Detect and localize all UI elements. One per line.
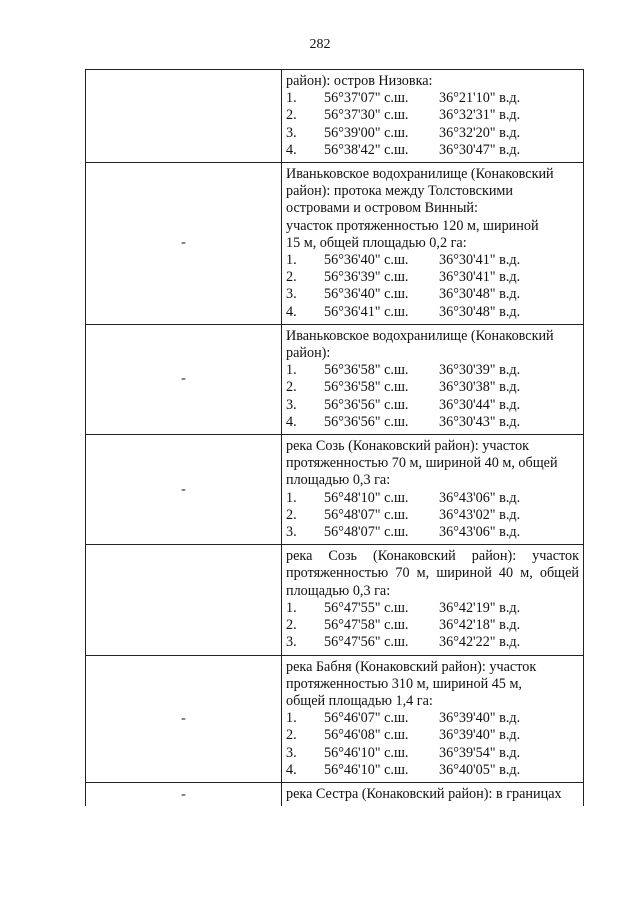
latitude: 56°36'56" с.ш. — [324, 413, 409, 430]
coordinate-line — [286, 142, 579, 159]
point-number: 2. — [286, 727, 297, 744]
longitude: 36°39'54" в.д. — [439, 744, 521, 761]
point-number: 1. — [286, 489, 297, 506]
point-number: 4. — [286, 141, 297, 158]
point-number: 2. — [286, 617, 297, 634]
longitude: 36°30'38" в.д. — [439, 379, 521, 396]
table-row — [86, 783, 583, 806]
row-content — [282, 163, 583, 324]
coordinate-line — [286, 507, 579, 524]
latitude: 56°36'58" с.ш. — [324, 362, 409, 379]
latitude: 56°46'08" с.ш. — [324, 727, 409, 744]
point-number: 1. — [286, 90, 297, 107]
longitude: 36°42'22" в.д. — [439, 634, 521, 651]
row-content — [282, 325, 583, 434]
latitude: 56°37'07" с.ш. — [324, 90, 409, 107]
area-description: река Бабня (Конаковский район): участок протяженностью 310 м, шириной 45 м, общей площадью 1,4 га: — [286, 658, 537, 709]
area-description: река Созь (Конаковский район): участок протяженностью 70 м, шириной 40 м, общей площадью 0,3 га: — [286, 548, 579, 599]
latitude: 56°36'40" с.ш. — [324, 286, 409, 303]
longitude: 36°30'43" в.д. — [439, 413, 521, 430]
row-marker: - — [86, 656, 282, 782]
point-number: 4. — [286, 413, 297, 430]
coordinate-line — [286, 727, 579, 744]
row-marker: - — [86, 163, 282, 324]
latitude: 56°38'42" с.ш. — [324, 141, 409, 158]
coordinate-line — [286, 286, 579, 303]
row-content — [282, 783, 583, 806]
coordinates-table — [85, 69, 584, 806]
coordinate-line — [286, 90, 579, 107]
coordinate-line — [286, 745, 579, 762]
point-number: 2. — [286, 506, 297, 523]
latitude: 56°48'07" с.ш. — [324, 524, 409, 541]
point-number: 3. — [286, 524, 297, 541]
longitude: 36°43'06" в.д. — [439, 489, 521, 506]
point-number: 3. — [286, 634, 297, 651]
point-number: 1. — [286, 252, 297, 269]
longitude: 36°43'02" в.д. — [439, 506, 521, 523]
coordinate-line — [286, 634, 579, 651]
coordinate-line — [286, 524, 579, 541]
coordinate-line — [286, 710, 579, 727]
latitude: 56°46'10" с.ш. — [324, 761, 409, 778]
longitude: 36°42'18" в.д. — [439, 617, 521, 634]
row-marker — [86, 545, 282, 654]
table-row — [86, 325, 583, 435]
page-number: 282 — [309, 37, 331, 52]
longitude: 36°30'48" в.д. — [439, 286, 521, 303]
coordinate-line — [286, 362, 579, 379]
coordinate-line — [286, 397, 579, 414]
latitude: 56°47'58" с.ш. — [324, 617, 409, 634]
table-row — [86, 435, 583, 545]
point-number: 4. — [286, 761, 297, 778]
coordinate-line — [286, 490, 579, 507]
longitude: 36°39'40" в.д. — [439, 727, 521, 744]
longitude: 36°30'41" в.д. — [439, 252, 521, 269]
row-marker: - — [86, 435, 282, 544]
point-number: 3. — [286, 286, 297, 303]
longitude: 36°42'19" в.д. — [439, 599, 521, 616]
latitude: 56°36'56" с.ш. — [324, 396, 409, 413]
coordinate-line — [286, 762, 579, 779]
coordinate-line — [286, 125, 579, 142]
coordinate-line — [286, 252, 579, 269]
point-number: 2. — [286, 107, 297, 124]
coordinate-line — [286, 269, 579, 286]
coordinate-line — [286, 107, 579, 124]
point-number: 3. — [286, 744, 297, 761]
row-marker: - — [86, 325, 282, 434]
latitude: 56°36'58" с.ш. — [324, 379, 409, 396]
coordinate-line — [286, 379, 579, 396]
row-content — [282, 545, 583, 654]
area-description: Иваньковское водохранилище (Конаковский район): — [286, 327, 554, 362]
coordinate-line — [286, 617, 579, 634]
longitude: 36°32'31" в.д. — [439, 107, 521, 124]
point-number: 2. — [286, 379, 297, 396]
area-description: река Сестра (Конаковский район): в границах — [286, 785, 562, 802]
row-content — [282, 656, 583, 782]
point-number: 1. — [286, 362, 297, 379]
latitude: 56°36'41" с.ш. — [324, 303, 409, 320]
latitude: 56°48'10" с.ш. — [324, 489, 409, 506]
coordinate-line — [286, 414, 579, 431]
row-content — [282, 70, 583, 162]
longitude: 36°30'39" в.д. — [439, 362, 521, 379]
latitude: 56°39'00" с.ш. — [324, 124, 409, 141]
longitude: 36°30'47" в.д. — [439, 141, 521, 158]
coordinate-line — [286, 600, 579, 617]
longitude: 36°43'06" в.д. — [439, 524, 521, 541]
longitude: 36°30'41" в.д. — [439, 269, 521, 286]
latitude: 56°47'56" с.ш. — [324, 634, 409, 651]
longitude: 36°40'05" в.д. — [439, 761, 521, 778]
latitude: 56°47'55" с.ш. — [324, 599, 409, 616]
table-row — [86, 656, 583, 783]
longitude: 36°30'44" в.д. — [439, 396, 521, 413]
longitude: 36°30'48" в.д. — [439, 303, 521, 320]
point-number: 3. — [286, 396, 297, 413]
area-description: река Созь (Конаковский район): участок протяженностью 70 м, шириной 40 м, общей площадью 0,3 га: — [286, 438, 558, 489]
row-marker: - — [86, 783, 282, 806]
table-row — [86, 163, 583, 325]
area-description: Иваньковское водохранилище (Конаковский район): протока между Толстовскими островами и островом Винный: участок протяженностью 120 м, шириной 15 м, общей площадью 0,2 га: — [286, 166, 554, 251]
point-number: 4. — [286, 303, 297, 320]
point-number: 2. — [286, 269, 297, 286]
latitude: 56°36'39" с.ш. — [324, 269, 409, 286]
table-row — [86, 545, 583, 655]
latitude: 56°36'40" с.ш. — [324, 252, 409, 269]
longitude: 36°21'10" в.д. — [439, 90, 521, 107]
latitude: 56°46'07" с.ш. — [324, 710, 409, 727]
point-number: 3. — [286, 124, 297, 141]
row-marker — [86, 70, 282, 162]
longitude: 36°39'40" в.д. — [439, 710, 521, 727]
coordinate-line — [286, 304, 579, 321]
point-number: 1. — [286, 599, 297, 616]
latitude: 56°37'30" с.ш. — [324, 107, 409, 124]
latitude: 56°46'10" с.ш. — [324, 744, 409, 761]
longitude: 36°32'20" в.д. — [439, 124, 521, 141]
area-description: район): остров Низовка: — [286, 73, 433, 89]
row-content — [282, 435, 583, 544]
latitude: 56°48'07" с.ш. — [324, 506, 409, 523]
point-number: 1. — [286, 710, 297, 727]
table-row — [86, 70, 583, 163]
